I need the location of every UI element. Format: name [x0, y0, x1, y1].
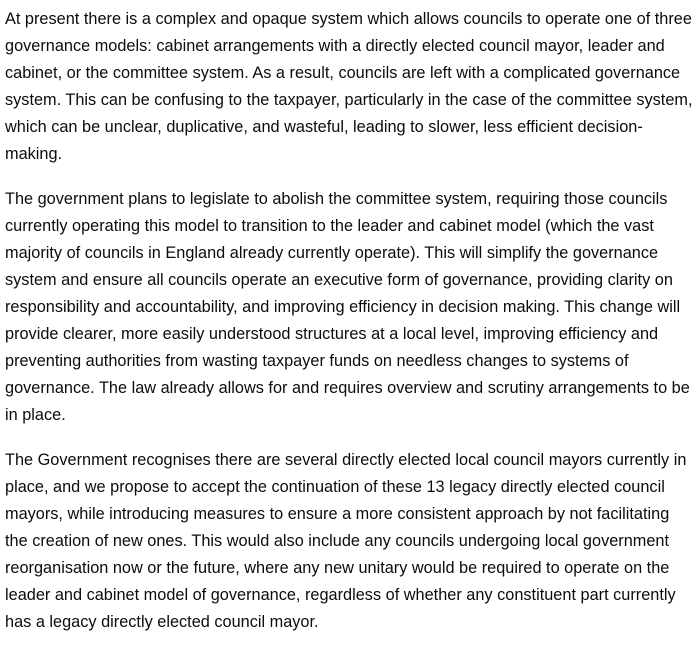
paragraph-governance-models: At present there is a complex and opaque system which allows councils to operate one of three governance models: cabinet arrangements with a directly elected council mayor, leader and cabinet, or the committee system. As a result, councils are left with a complicated governance system. This can be confusing to the taxpayer, particularly in the case of the committee system, which can be unclear, duplicative, and wasteful, leading to slower, less efficient decision-making.	[5, 10, 693, 163]
paragraph-directly-elected-mayors: The Government recognises there are several directly elected local council mayors currently in place, and we propose to accept the continuation of these 13 legacy directly elected council mayors, while introducing measures to ensure a more consistent approach by not facilitating the creation of new ones. This would also include any councils undergoing local government reorganisation now or the future, where any new unitary would be required to operate on the leader and cabinet model of governance, regardless of whether any constituent part currently has a legacy directly elected council mayor.	[5, 451, 687, 631]
paragraph-abolish-committee-system: The government plans to legislate to abolish the committee system, requiring those councils currently operating this model to transition to the leader and cabinet model (which the vast majority of councils in England already currently operate). This will simplify the governance system and ensure all councils operate an executive form of governance, providing clarity on responsibility and accountability, and improving efficiency in decision making. This change will provide clearer, more easily understood structures at a local level, improving efficiency and preventing authorities from wasting taxpayer funds on needless changes to systems of governance. The law already allows for and requires overview and scrutiny arrangements to be in place.	[5, 190, 690, 424]
